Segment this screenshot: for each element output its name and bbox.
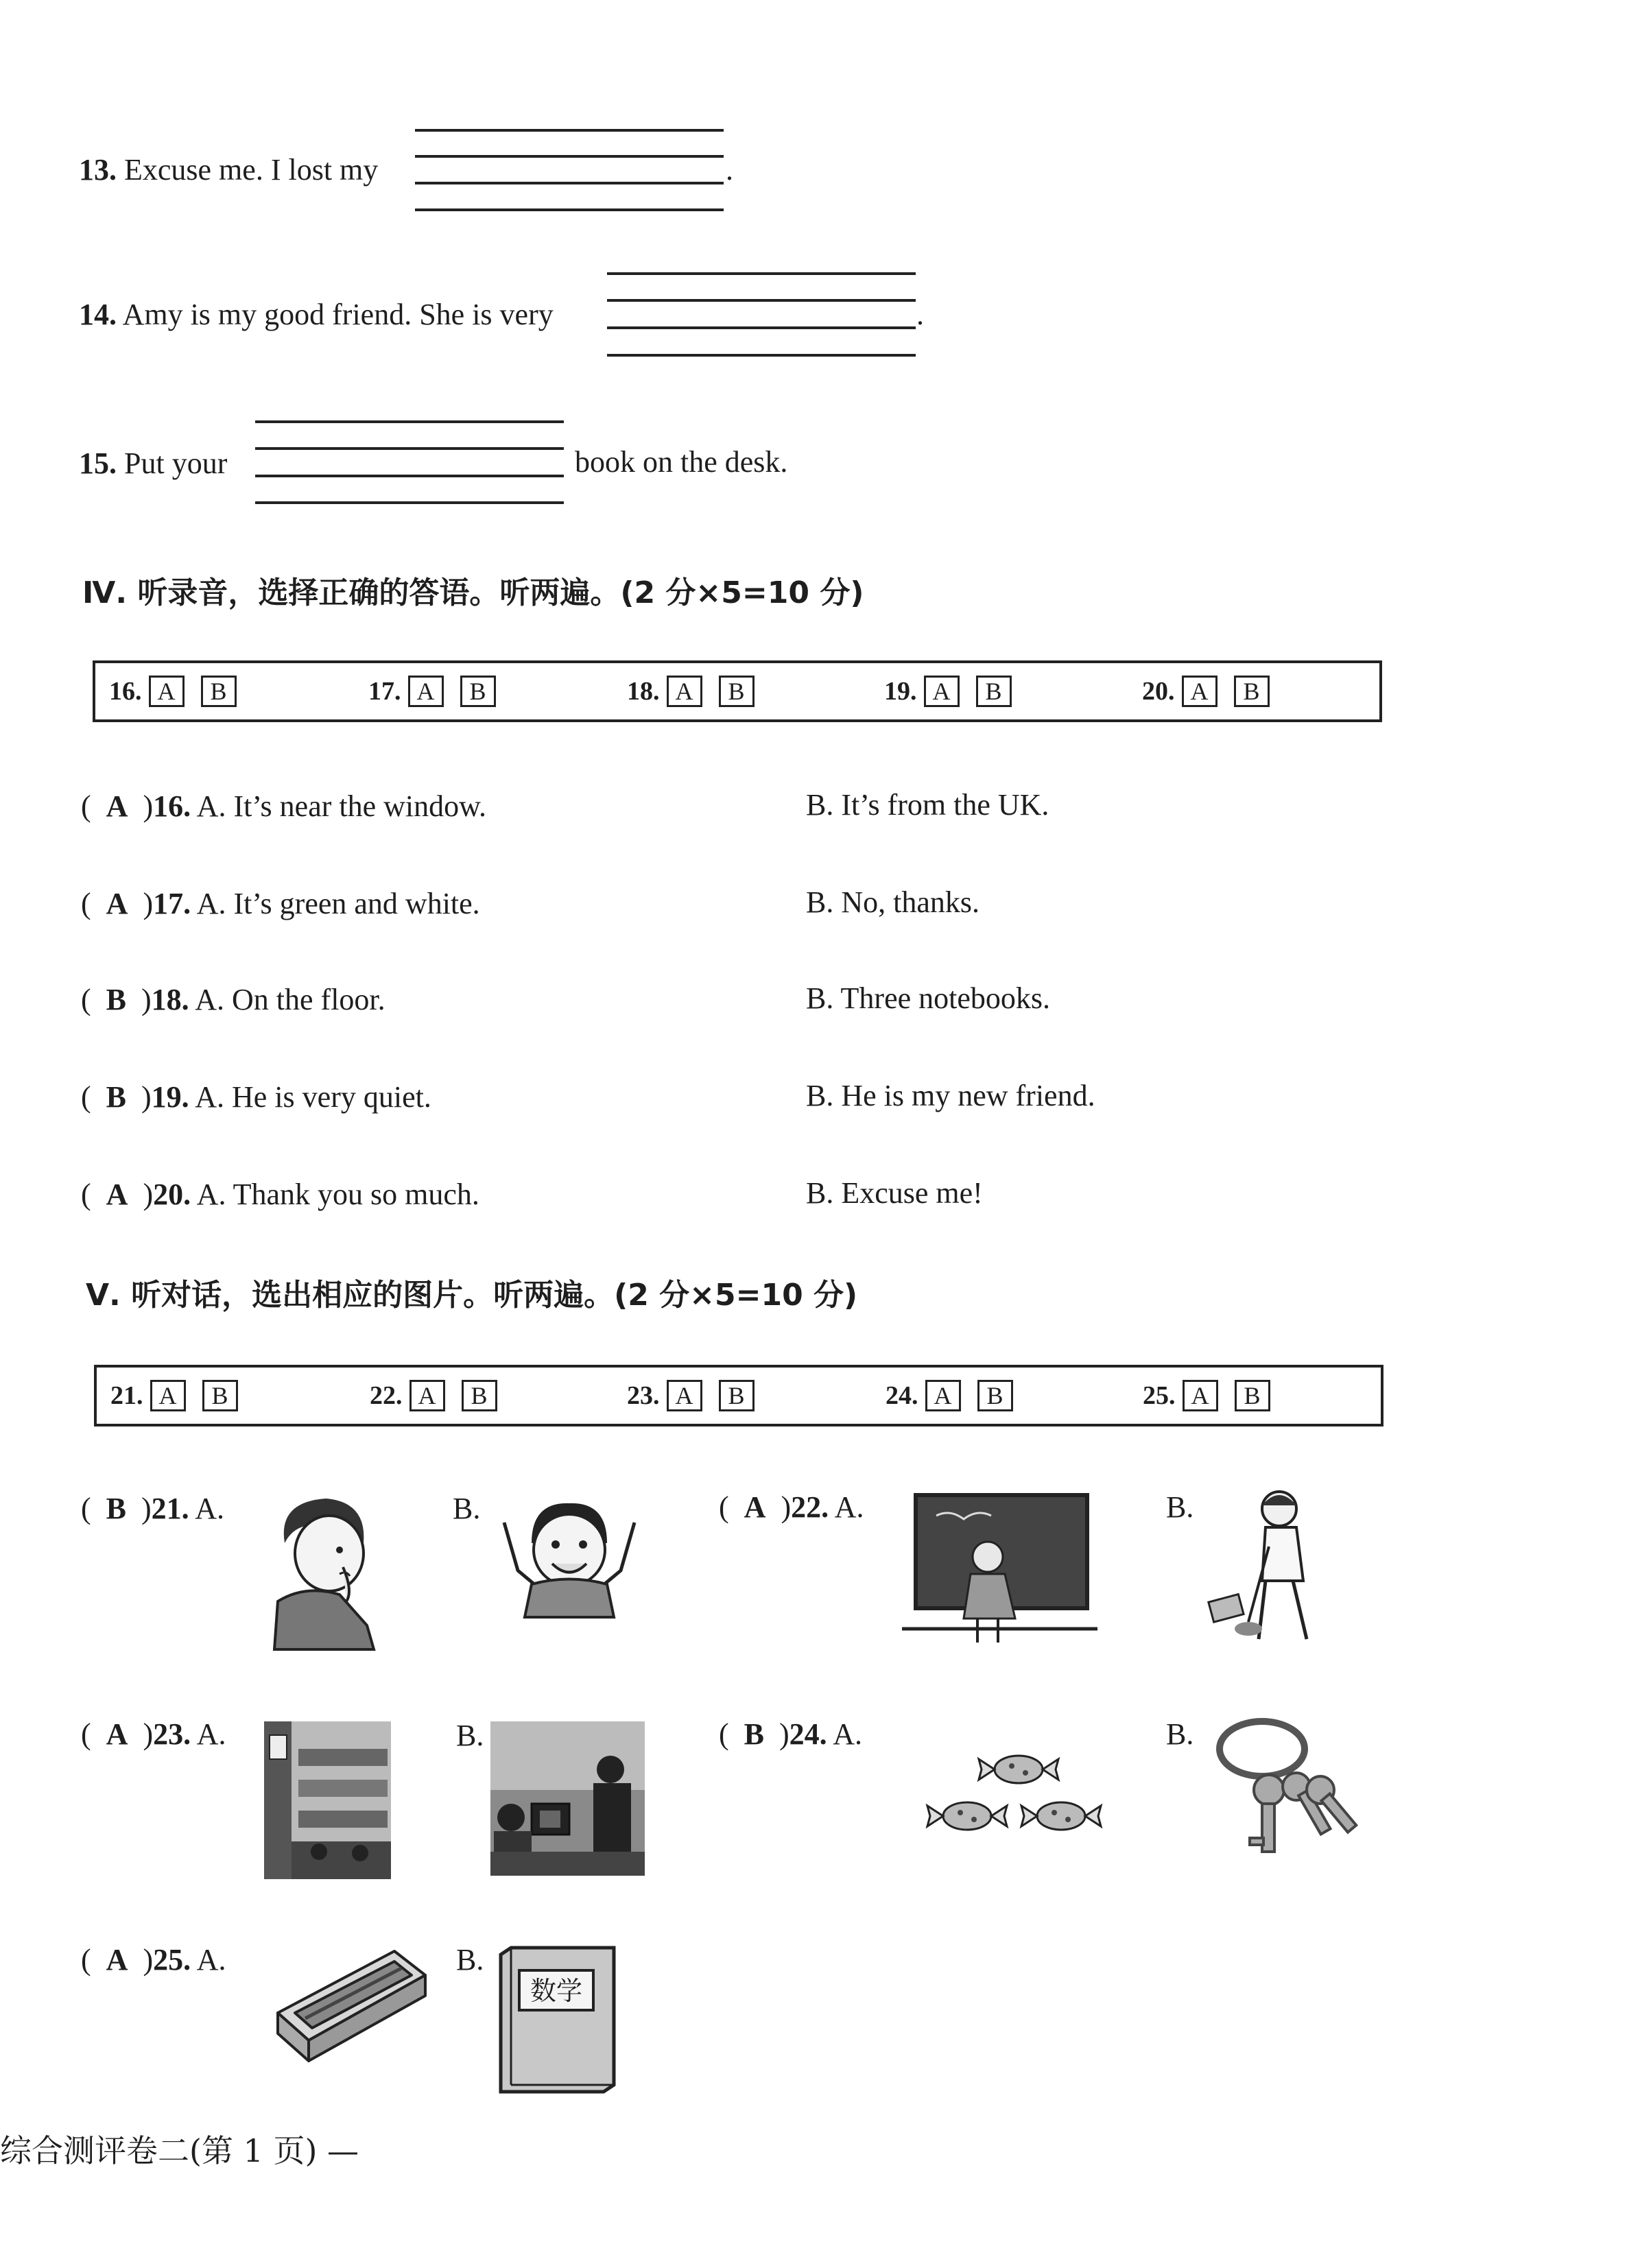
- picture-label-b: B.: [453, 1492, 481, 1525]
- answer-cell: [884, 676, 1028, 707]
- picture-label-b: B.: [1166, 1490, 1194, 1524]
- answer-cell: [368, 676, 512, 707]
- option-b-box[interactable]: B: [460, 676, 496, 707]
- answer-cell: [109, 676, 253, 707]
- option-b-box[interactable]: B: [201, 676, 237, 707]
- question-24: ( B )24. A.: [719, 1717, 863, 1751]
- question-number: 16.: [153, 789, 191, 823]
- answer-cell-number: 16.: [109, 677, 142, 706]
- answer-mark[interactable]: A: [744, 1490, 766, 1524]
- option-a: A. On the floor.: [195, 983, 385, 1016]
- option-a: A. It’s green and white.: [196, 887, 480, 920]
- answer-line[interactable]: [255, 475, 564, 477]
- option-b: B. Excuse me!: [806, 1176, 983, 1210]
- option-a-box[interactable]: A: [409, 1380, 445, 1411]
- section-5-title: Ⅴ. 听对话，选出相应的图片。听两遍。(2 分×5=10 分): [86, 1278, 858, 1313]
- answer-mark[interactable]: A: [106, 887, 128, 920]
- answer-line[interactable]: [607, 326, 916, 329]
- keys-picture[interactable]: [1207, 1711, 1372, 1869]
- guide-line: [255, 447, 564, 450]
- question-number: 25.: [153, 1943, 191, 1977]
- answer-cell-number: 21.: [110, 1381, 143, 1410]
- candies-picture[interactable]: [916, 1749, 1115, 1838]
- option-b: B. He is my new friend.: [806, 1079, 1095, 1112]
- option-b: B. It’s from the UK.: [806, 788, 1049, 822]
- question-number: 14.: [79, 298, 117, 331]
- option-b: B. No, thanks.: [806, 885, 979, 919]
- answer-mark[interactable]: B: [744, 1717, 765, 1751]
- option-a-box[interactable]: A: [925, 1380, 961, 1411]
- guide-line: [607, 299, 916, 302]
- pencil-box-picture[interactable]: [271, 1944, 432, 2064]
- picture-label-b: B.: [456, 1719, 484, 1752]
- question-tail: book on the desk.: [575, 445, 788, 479]
- question-23: ( A )23. A.: [81, 1717, 226, 1751]
- picture-label-a: A.: [195, 1492, 225, 1525]
- question-16: ( A )16. A. It’s near the window.: [81, 789, 487, 823]
- answer-mark[interactable]: B: [106, 1080, 127, 1114]
- answer-cell: [1143, 1380, 1287, 1411]
- question-text: Excuse me. I lost my: [124, 153, 379, 187]
- question-22: ( A )22. A.: [719, 1490, 864, 1524]
- option-a: A. Thank you so much.: [196, 1178, 479, 1211]
- option-a-box[interactable]: A: [924, 676, 960, 707]
- section-4-title: Ⅳ. 听录音，选择正确的答语。听两遍。(2 分×5=10 分): [82, 575, 864, 610]
- question-18: ( B )18. A. On the floor.: [81, 983, 385, 1016]
- thinking-boy-picture[interactable]: [264, 1488, 388, 1653]
- answer-mark[interactable]: B: [106, 983, 127, 1016]
- option-b: B. Three notebooks.: [806, 981, 1051, 1015]
- option-b-box[interactable]: B: [1235, 1380, 1270, 1411]
- answer-mark[interactable]: B: [106, 1492, 127, 1525]
- question-number: 19.: [151, 1080, 189, 1114]
- option-a-box[interactable]: A: [408, 676, 444, 707]
- option-a: A. He is very quiet.: [195, 1080, 431, 1114]
- option-a-box[interactable]: A: [667, 676, 702, 707]
- answer-bar-section-5: [94, 1365, 1383, 1427]
- question-number: 18.: [151, 983, 189, 1016]
- option-a-box[interactable]: A: [1183, 1380, 1218, 1411]
- question-number: 20.: [153, 1178, 191, 1211]
- picture-label-a: A.: [196, 1943, 226, 1977]
- option-a-box[interactable]: A: [667, 1380, 702, 1411]
- picture-label-b: B.: [456, 1943, 484, 1977]
- question-17: ( A )17. A. It’s green and white.: [81, 887, 480, 920]
- picture-label-b: B.: [1166, 1717, 1194, 1751]
- question-number: 15.: [79, 446, 117, 480]
- option-b-box[interactable]: B: [719, 1380, 755, 1411]
- answer-cell: [1142, 676, 1286, 707]
- question-text: Put your: [124, 446, 228, 480]
- guide-line: [255, 501, 564, 504]
- answer-cell-number: 22.: [370, 1381, 403, 1410]
- answer-mark[interactable]: A: [106, 1178, 128, 1211]
- question-tail: .: [726, 153, 733, 187]
- option-b-box[interactable]: B: [719, 676, 755, 707]
- answer-cell: [110, 1380, 254, 1411]
- question-text: Amy is my good friend. She is very: [122, 298, 554, 331]
- option-b-box[interactable]: B: [202, 1380, 238, 1411]
- boy-sweeping-picture[interactable]: [1207, 1485, 1338, 1649]
- answer-line[interactable]: [415, 182, 724, 184]
- question-number: 21.: [151, 1492, 189, 1525]
- answer-cell-number: 17.: [368, 677, 401, 706]
- answer-mark[interactable]: A: [106, 1717, 128, 1751]
- book-cover-icon: [497, 1944, 617, 2095]
- picture-label-a: A.: [834, 1490, 864, 1524]
- answer-cell: [627, 1380, 771, 1411]
- question-20: ( A )20. A. Thank you so much.: [81, 1178, 479, 1211]
- answer-cell-number: 18.: [627, 677, 660, 706]
- answer-cell: [370, 1380, 514, 1411]
- answer-cell-number: 24.: [886, 1381, 918, 1410]
- question-19: ( B )19. A. He is very quiet.: [81, 1080, 431, 1114]
- computer-lab-picture[interactable]: [490, 1721, 645, 1876]
- option-a-box[interactable]: A: [149, 676, 185, 707]
- answer-cell-number: 19.: [884, 677, 917, 706]
- question-21: ( B )21. A.: [81, 1492, 225, 1525]
- question-number: 17.: [153, 887, 191, 920]
- guide-line: [607, 354, 916, 357]
- answer-cell: [886, 1380, 1030, 1411]
- guide-line: [607, 272, 916, 275]
- guide-line: [415, 129, 724, 132]
- answer-cell-number: 20.: [1142, 677, 1175, 706]
- option-a-box[interactable]: A: [1182, 676, 1218, 707]
- guide-line: [415, 208, 724, 211]
- option-a-box[interactable]: A: [150, 1380, 186, 1411]
- option-a: A. It’s near the window.: [196, 789, 487, 823]
- answer-cell-number: 25.: [1143, 1381, 1176, 1410]
- picture-label-a: A.: [833, 1717, 863, 1751]
- answer-mark[interactable]: A: [106, 1943, 128, 1977]
- option-b-box[interactable]: B: [1234, 676, 1270, 707]
- answer-cell-number: 23.: [627, 1381, 660, 1410]
- classroom-picture[interactable]: [264, 1721, 391, 1879]
- page-footer: 综合测评卷二(第 1 页) —: [0, 2132, 359, 2169]
- book-title: 数学: [530, 1976, 582, 2006]
- answer-bar-section-4: [93, 660, 1382, 722]
- guide-line: [415, 155, 724, 158]
- picture-label-a: A.: [196, 1717, 226, 1751]
- answer-mark[interactable]: A: [106, 789, 128, 823]
- question-number: 13.: [79, 153, 117, 187]
- guide-line: [255, 420, 564, 423]
- option-b-box[interactable]: B: [462, 1380, 497, 1411]
- math-book-picture[interactable]: [497, 1944, 617, 2095]
- question-25: ( A )25. A.: [81, 1943, 226, 1977]
- option-b-box[interactable]: B: [976, 676, 1012, 707]
- question-number: 24.: [789, 1717, 827, 1751]
- question-number: 22.: [791, 1490, 829, 1524]
- happy-girl-picture[interactable]: [490, 1495, 645, 1619]
- option-b-box[interactable]: B: [977, 1380, 1013, 1411]
- girl-at-blackboard-picture[interactable]: [902, 1488, 1101, 1653]
- question-tail: .: [916, 298, 924, 331]
- question-number: 23.: [153, 1717, 191, 1751]
- answer-cell: [627, 676, 771, 707]
